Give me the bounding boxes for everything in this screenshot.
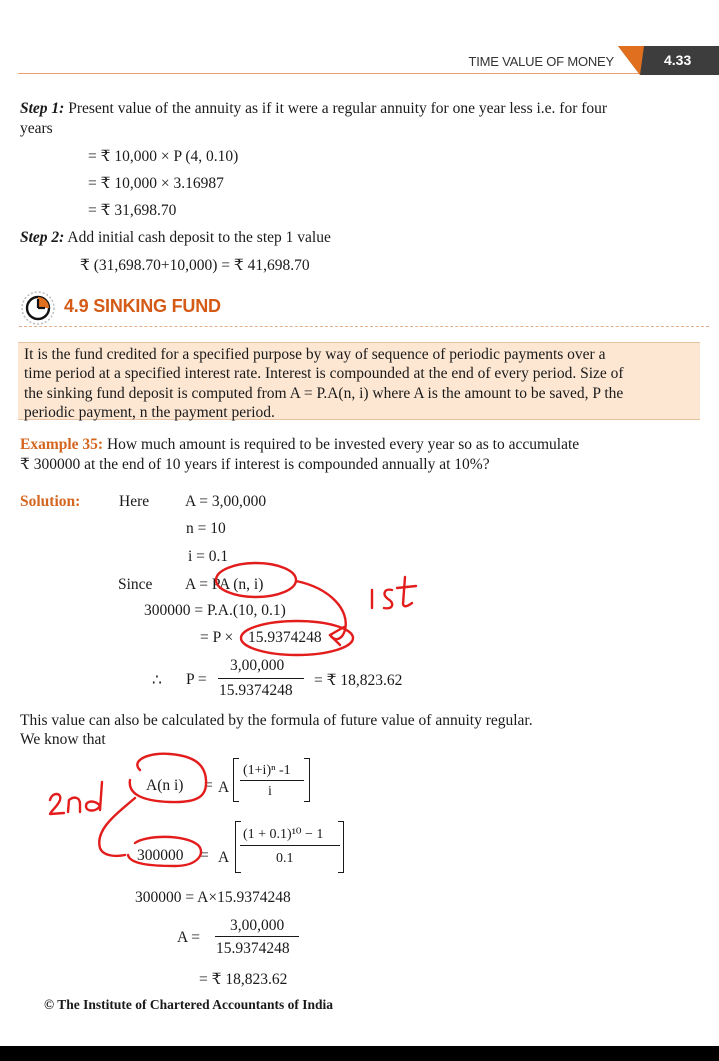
formula-equals: =	[204, 777, 213, 794]
example-text: How much amount is required to be invested every year so as to accumulate	[106, 436, 580, 453]
formula2-numerator: (1 + 0.1)¹⁰ − 1	[243, 827, 324, 842]
formula3-numerator: 3,00,000	[230, 917, 285, 934]
step1-label: Step 1:	[20, 100, 65, 117]
bottom-bar	[0, 1046, 719, 1061]
formula3-result: = ₹ 18,823.62	[199, 971, 288, 988]
formula2-a: A	[218, 849, 230, 866]
formula-intro-line: This value can also be calculated by the formula of future value of annuity regular.	[20, 712, 533, 729]
p-result: = ₹ 18,823.62	[314, 672, 403, 689]
solution-line3-value: 15.9374248	[248, 629, 322, 646]
solution-since-eq: A = PA (n, i)	[185, 576, 264, 593]
definition-line: the sinking fund deposit is computed from A = P.A(n, i) where A is the amount to be saved, P the	[24, 384, 624, 402]
example-label: Example 35:	[20, 436, 104, 453]
step1-text-cont: years	[20, 120, 53, 137]
formula2-denominator: 0.1	[276, 851, 294, 866]
section-heading: 4.9 SINKING FUND	[64, 296, 221, 316]
step2-eq: ₹ (31,698.70+10,000) = ₹ 41,698.70	[80, 257, 310, 274]
solution-line2: 300000 = P.A.(10, 0.1)	[144, 602, 286, 619]
therefore-symbol: ∴	[152, 672, 162, 689]
example-text-cont: ₹ 300000 at the end of 10 years if interest is compounded annually at 10%?	[20, 456, 490, 473]
solution-label: Solution:	[20, 493, 81, 510]
definition-line: It is the fund credited for a specified purpose by way of sequence of periodic payments over a	[24, 346, 606, 363]
solution-since: Since	[118, 576, 153, 593]
p-denominator: 15.9374248	[219, 682, 293, 699]
formula-numerator: (1+i)ⁿ -1	[243, 763, 291, 778]
step1-eq-1: = ₹ 10,000 × P (4, 0.10)	[88, 148, 239, 165]
solution-here: Here	[119, 493, 150, 510]
formula2-lhs: 300000	[137, 847, 184, 864]
formula-a: A	[218, 779, 230, 796]
solution-line3-prefix: = P ×	[200, 629, 234, 646]
p-lhs: P =	[186, 671, 207, 688]
solution-a-value: A = 3,00,000	[185, 493, 267, 510]
copyright-footer: © The Institute of Chartered Accountants of India	[44, 997, 333, 1012]
formula3-denominator: 15.9374248	[216, 940, 290, 957]
formula-intro-line: We know that	[20, 731, 106, 748]
formula3-line: 300000 = A×15.9374248	[135, 889, 291, 906]
step1-eq-3: = ₹ 31,698.70	[88, 202, 177, 219]
formula-denominator: i	[268, 784, 272, 799]
definition-line: periodic payment, n the payment period.	[24, 404, 275, 422]
p-numerator: 3,00,000	[230, 657, 285, 674]
formula3-a-lhs: A =	[177, 929, 200, 946]
formula-lhs: A(n i)	[146, 777, 184, 794]
header-title: TIME VALUE OF MONEY	[468, 54, 614, 69]
step2-label: Step 2:	[20, 229, 65, 246]
step1-eq-2: = ₹ 10,000 × 3.16987	[88, 175, 224, 192]
step2-text: Add initial cash deposit to the step 1 value	[67, 229, 331, 246]
solution-i-value: i = 0.1	[188, 548, 229, 565]
page-number: 4.33	[664, 52, 692, 68]
formula2-equals: =	[200, 847, 209, 864]
solution-n-value: n = 10	[186, 520, 226, 537]
step1-text: Present value of the annuity as if it were a regular annuity for one year less i.e. for four	[68, 100, 608, 117]
definition-line: time period at a specified interest rate. Interest is compounded at the end of every period. Size of	[24, 365, 624, 383]
